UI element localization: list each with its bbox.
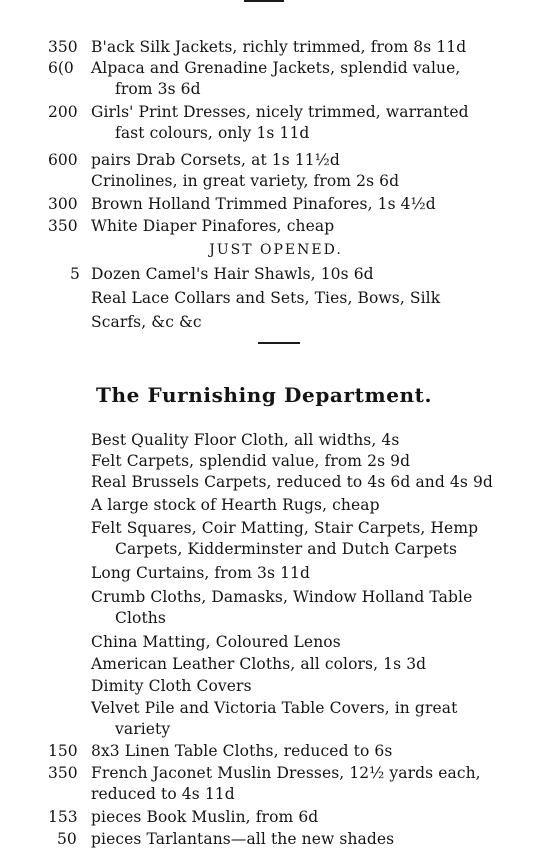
item-line: B'ack Silk Jackets, richly trimmed, from 8s 11d — [91, 38, 467, 56]
item-line: Dozen Camel's Hair Shawls, 10s 6d — [91, 265, 374, 283]
item-line: French Jaconet Muslin Dresses, 12½ yards each, — [91, 764, 481, 782]
item-line: Crumb Cloths, Damasks, Window Holland Table — [91, 588, 473, 606]
item-line: Velvet Pile and Victoria Table Covers, in great — [91, 699, 458, 717]
top-divider-rule — [244, 0, 284, 2]
item-line-continued: reduced to 4s 11d — [91, 785, 235, 803]
item-line: 8x3 Linen Table Cloths, reduced to 6s — [91, 742, 393, 760]
quantity: 50 — [57, 830, 77, 848]
item-line: A large stock of Hearth Rugs, cheap — [91, 496, 380, 514]
item-line: pieces Book Muslin, from 6d — [91, 808, 319, 826]
item-line-continued: Scarfs, &c &c — [91, 313, 202, 331]
department-heading: The Furnishing Department. — [96, 383, 433, 407]
quantity: 350 — [48, 38, 78, 56]
quantity: 153 — [48, 808, 78, 826]
item-line: Best Quality Floor Cloth, all widths, 4s — [91, 431, 400, 449]
item-line: American Leather Cloths, all colors, 1s 3d — [91, 655, 427, 673]
item-line-continued: fast colours, only 1s 11d — [115, 124, 310, 142]
quantity: 150 — [48, 742, 78, 760]
quantity: 6(0 — [48, 59, 74, 77]
item-line-continued: Carpets, Kidderminster and Dutch Carpets — [115, 540, 458, 558]
quantity: 600 — [48, 151, 78, 169]
section-divider-rule — [258, 342, 300, 344]
item-line-continued: variety — [115, 720, 171, 738]
quantity: 350 — [48, 764, 78, 782]
item-line: Dimity Cloth Covers — [91, 677, 252, 695]
item-line: Alpaca and Grenadine Jackets, splendid value, — [91, 59, 461, 77]
quantity: 350 — [48, 217, 78, 235]
item-line: Girls' Print Dresses, nicely trimmed, warranted — [91, 103, 469, 121]
quantity: 200 — [48, 103, 78, 121]
item-line-continued: Cloths — [115, 609, 166, 627]
item-line: pieces Tarlantans—all the new shades — [91, 830, 395, 848]
item-line-continued: Real Lace Collars and Sets, Ties, Bows, Silk — [91, 289, 441, 307]
item-line: pairs Drab Corsets, at 1s 11½d — [91, 151, 340, 169]
item-line: Felt Carpets, splendid value, from 2s 9d — [91, 452, 411, 470]
item-line-continued: Crinolines, in great variety, from 2s 6d — [91, 172, 400, 190]
item-line: China Matting, Coloured Lenos — [91, 633, 341, 651]
quantity: 5 — [70, 265, 80, 283]
just-opened-heading: JUST OPENED. — [209, 242, 343, 258]
item-line: Brown Holland Trimmed Pinafores, 1s 4½d — [91, 195, 436, 213]
quantity: 300 — [48, 195, 78, 213]
item-line: Real Brussels Carpets, reduced to 4s 6d and 4s 9d — [91, 473, 493, 491]
item-line-continued: from 3s 6d — [115, 80, 201, 98]
item-line: Long Curtains, from 3s 11d — [91, 564, 311, 582]
item-line: Felt Squares, Coir Matting, Stair Carpets, Hemp — [91, 519, 479, 537]
item-line: White Diaper Pinafores, cheap — [91, 217, 335, 235]
